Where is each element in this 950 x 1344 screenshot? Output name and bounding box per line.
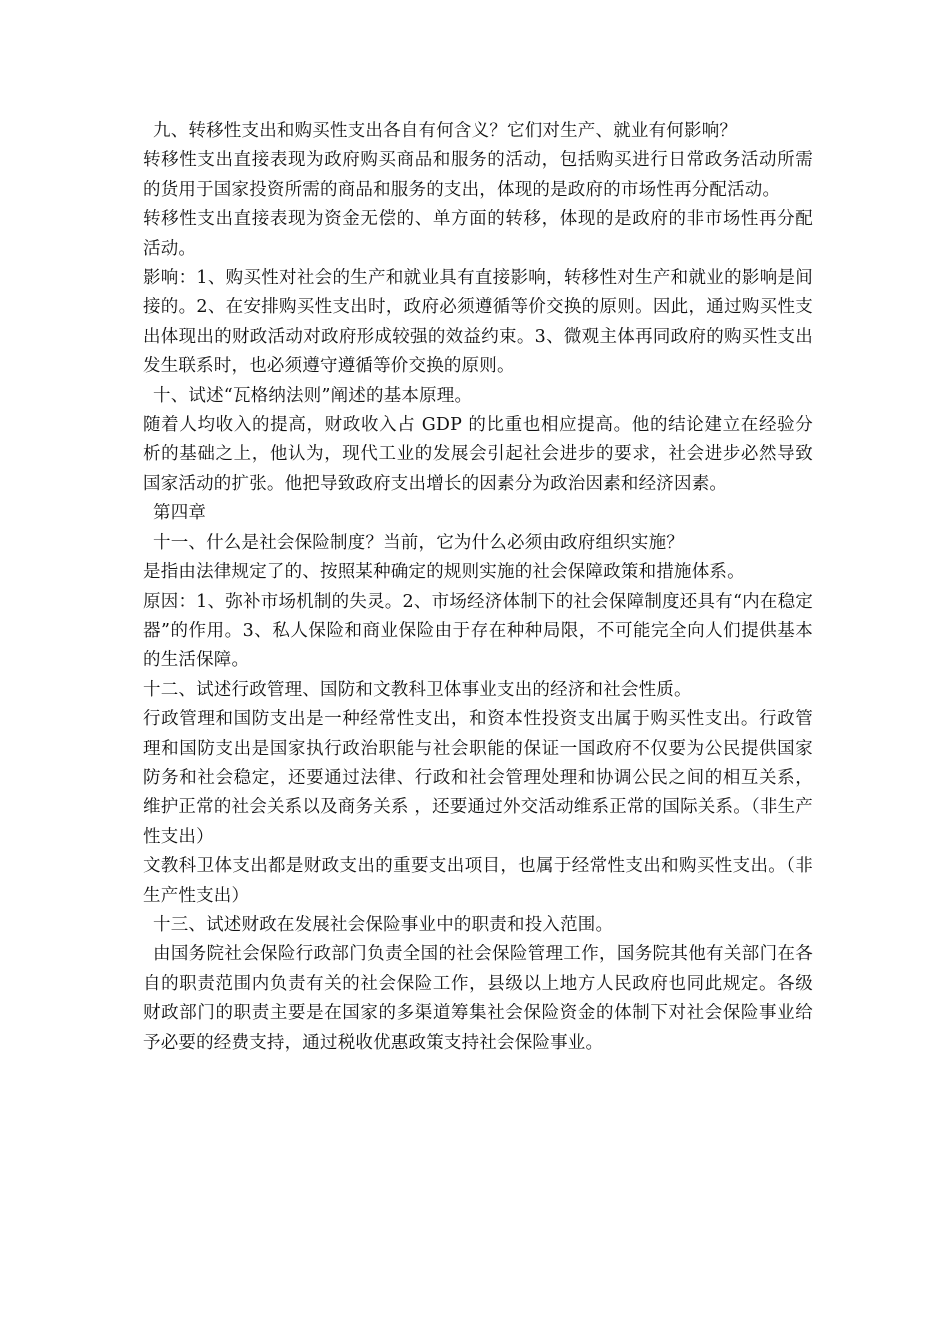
answer-10-wagner-law: 随着人均收入的提高，财政收入占 GDP 的比重也相应提高。他的结论建立在经验分析的基础之上，他认为，现代工业的发展会引起社会进步的要求，社会进步必然导致国家活动的扩张。他把导致政府支出增长的因素分为政治因素和经济因素。 [143, 415, 813, 494]
answer-11-reasons: 原因：1、弥补市场机制的失灵。2、市场经济体制下的社会保障制度还具有“内在稳定器”的作用。3、私人保险和商业保险由于存在种种局限，不可能完全向人们提供基本的生活保障。 [143, 591, 813, 671]
document-page [143, 117, 813, 1058]
answer-9-transfer-expenditure: 转移性支出直接表现为资金无偿的、单方面的转移，体现的是政府的非市场性再分配活动。 [143, 209, 813, 259]
answer-12-culture-education: 文教科卫体支出都是财政支出的重要支出项目，也属于经常性支出和购买性支出。（非生产性支出） [143, 856, 813, 906]
answer-12-administration-defense: 行政管理和国防支出是一种经常性支出，和资本性投资支出属于购买性支出。行政管理和国防支出是国家执行政治职能与社会职能的保证一国政府不仅要为公民提供国家防务和社会稳定，还要通过法律、行政和社会管理处理和协调公民之间的相互关系，维护正常的社会关系以及商务关系 ，还要通过外交活动维系正常的国际关系。（非生产性支出） [143, 709, 813, 847]
question-12-heading: 十二、试述行政管理、国防和文教科卫体事业支出的经济和社会性质。 [143, 679, 692, 700]
answer-13-responsibilities: 由国务院社会保险行政部门负责全国的社会保险管理工作，国务院其他有关部门在各自的职责范围内负责有关的社会保险工作，县级以上地方人民政府也同此规定。各级财政部门的职责主要是在国家的多渠道筹集社会保险资金的体制下对社会保险事业给予必要的经费支持，通过税收优惠政策支持社会保险事业。 [143, 944, 813, 1053]
question-10-heading: 十、试述“瓦格纳法则”阐述的基本原理。 [153, 385, 473, 406]
answer-11-definition: 是指由法律规定了的、按照某种确定的规则实施的社会保障政策和措施体系。 [143, 562, 745, 583]
answer-9-purchase-expenditure: 转移性支出直接表现为政府购买商品和服务的活动，包括购买进行日常政务活动所需的货用于国家投资所需的商品和服务的支出，体现的是政府的市场性再分配活动。 [143, 150, 813, 200]
question-13-heading: 十三、试述财政在发展社会保险事业中的职责和投入范围。 [153, 914, 614, 935]
answer-9-impact: 影响：1、购买性对社会的生产和就业具有直接影响，转移性对生产和就业的影响是间接的。2、在安排购买性支出时，政府必须遵循等价交换的原则。因此，通过购买性支出体现出的财政活动对政府形成较强的效益约束。3、微观主体再同政府的购买性支出发生联系时，也必须遵守遵循等价交换的原则。 [143, 268, 813, 377]
question-11-heading: 十一、什么是社会保险制度？当前，它为什么必须由政府组织实施？ [153, 532, 684, 553]
chapter-4-heading: 第四章 [153, 503, 207, 524]
question-9-heading: 九、转移性支出和购买性支出各自有何含义？它们对生产、就业有何影响？ [153, 121, 738, 141]
